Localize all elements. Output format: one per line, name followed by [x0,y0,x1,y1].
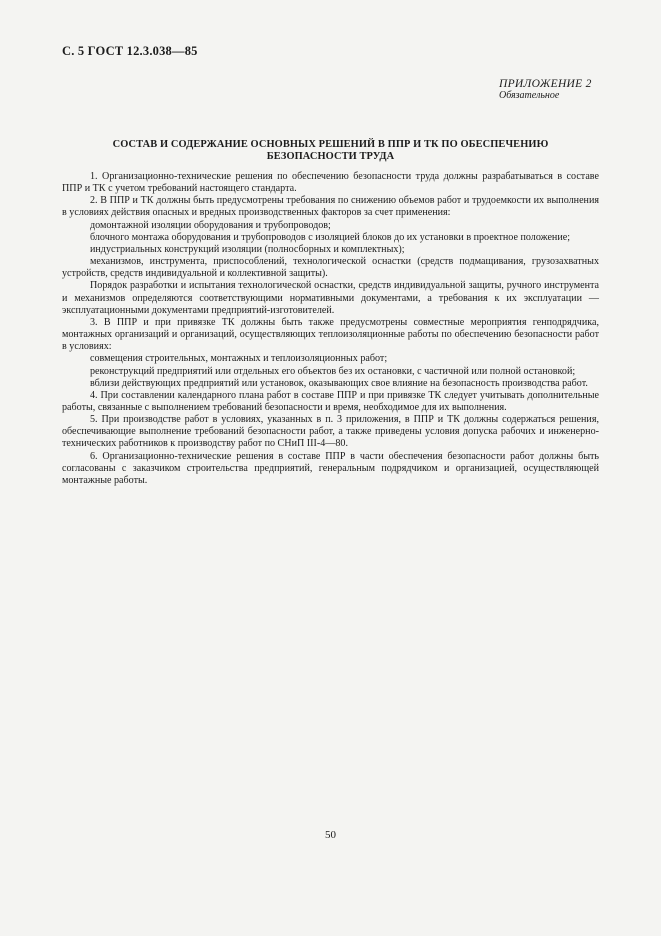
section-title-line-2: БЕЗОПАСНОСТИ ТРУДА [266,151,395,162]
paragraph: 5. При производстве работ в условиях, указанных в п. 3 приложения, в ППР и ТК должны содержаться решения, обеспечивающие выполнение требований безопасности работ, а также приведены условия допуска рабочих и инженерно-технических работников к производству работ по СНиП III-4—80. [62,414,599,450]
page-number: 50 [325,829,336,841]
paragraph: совмещения строительных, монтажных и теплоизоляционных работ; [90,353,388,365]
appendix-subtitle: Обязательное [499,90,560,101]
paragraph: вблизи действующих предприятий или установок, оказывающих свое влияние на безопасность производства работ. [90,377,588,389]
paragraph: домонтажной изоляции оборудования и трубопроводов; [90,219,331,231]
appendix-label [499,78,599,102]
section-title-line-1: СОСТАВ И СОДЕРЖАНИЕ ОСНОВНЫХ РЕШЕНИЙ В ППР И ТК ПО ОБЕСПЕЧЕНИЮ [112,139,549,150]
paragraph: 1. Организационно-технические решения по обеспечению безопасности труда должны разрабатываться в составе ППР и ТК с учетом требований настоящего стандарта. [62,171,599,195]
paragraph: индустриальных конструкций изоляции (полносборных и комплектных); [90,243,405,255]
document-code: С. 5 ГОСТ 12.3.038—85 [62,44,198,58]
document-body [62,171,599,487]
paragraph: 3. В ППР и при привязке ТК должны быть также предусмотрены совместные мероприятия генподрядчика, монтажных организаций и организаций, осуществляющих теплоизоляционные работы по обеспечению безопасности работ в условиях: [62,316,599,353]
paragraph: механизмов, инструмента, приспособлений, технологической оснастки (средств подмащивания, грузозахватных устройств, средств индивидуальной и коллективной защиты). [62,256,599,280]
paragraph: реконструкций предприятий или отдельных его объектов без их остановки, с частичной или полной остановкой; [90,365,576,377]
paragraph: 2. В ППР и ТК должны быть предусмотрены требования по снижению объемов работ и трудоемкости их выполнения в условиях действия опасных и вредных производственных факторов за счет применения: [62,195,599,219]
paragraph: блочного монтажа оборудования и трубопроводов с изоляцией блоков до их установки в проектное положение; [90,231,571,243]
paragraph: Порядок разработки и испытания технологической оснастки, средств индивидуальной защиты, ручного инструмента и механизмов определяются соответствующими нормативными документами, а требования к их эксплуатации — эксплуатационными документами предприятий-изготовителей. [62,280,599,316]
section-title [62,139,599,163]
appendix-title: ПРИЛОЖЕНИЕ 2 [499,78,592,90]
paragraph: 4. При составлении календарного плана работ в составе ППР и при привязке ТК следует учитывать дополнительные работы, связанные с выполнением требований безопасности и время, необходимое для их выполнения. [62,389,599,413]
paragraph: 6. Организационно-технические решения в составе ППР в части обеспечения безопасности работ должны быть согласованы с заказчиком строительства предприятий, генеральным подрядчиком и организацией, осуществляющей монтажные работы. [62,450,599,486]
